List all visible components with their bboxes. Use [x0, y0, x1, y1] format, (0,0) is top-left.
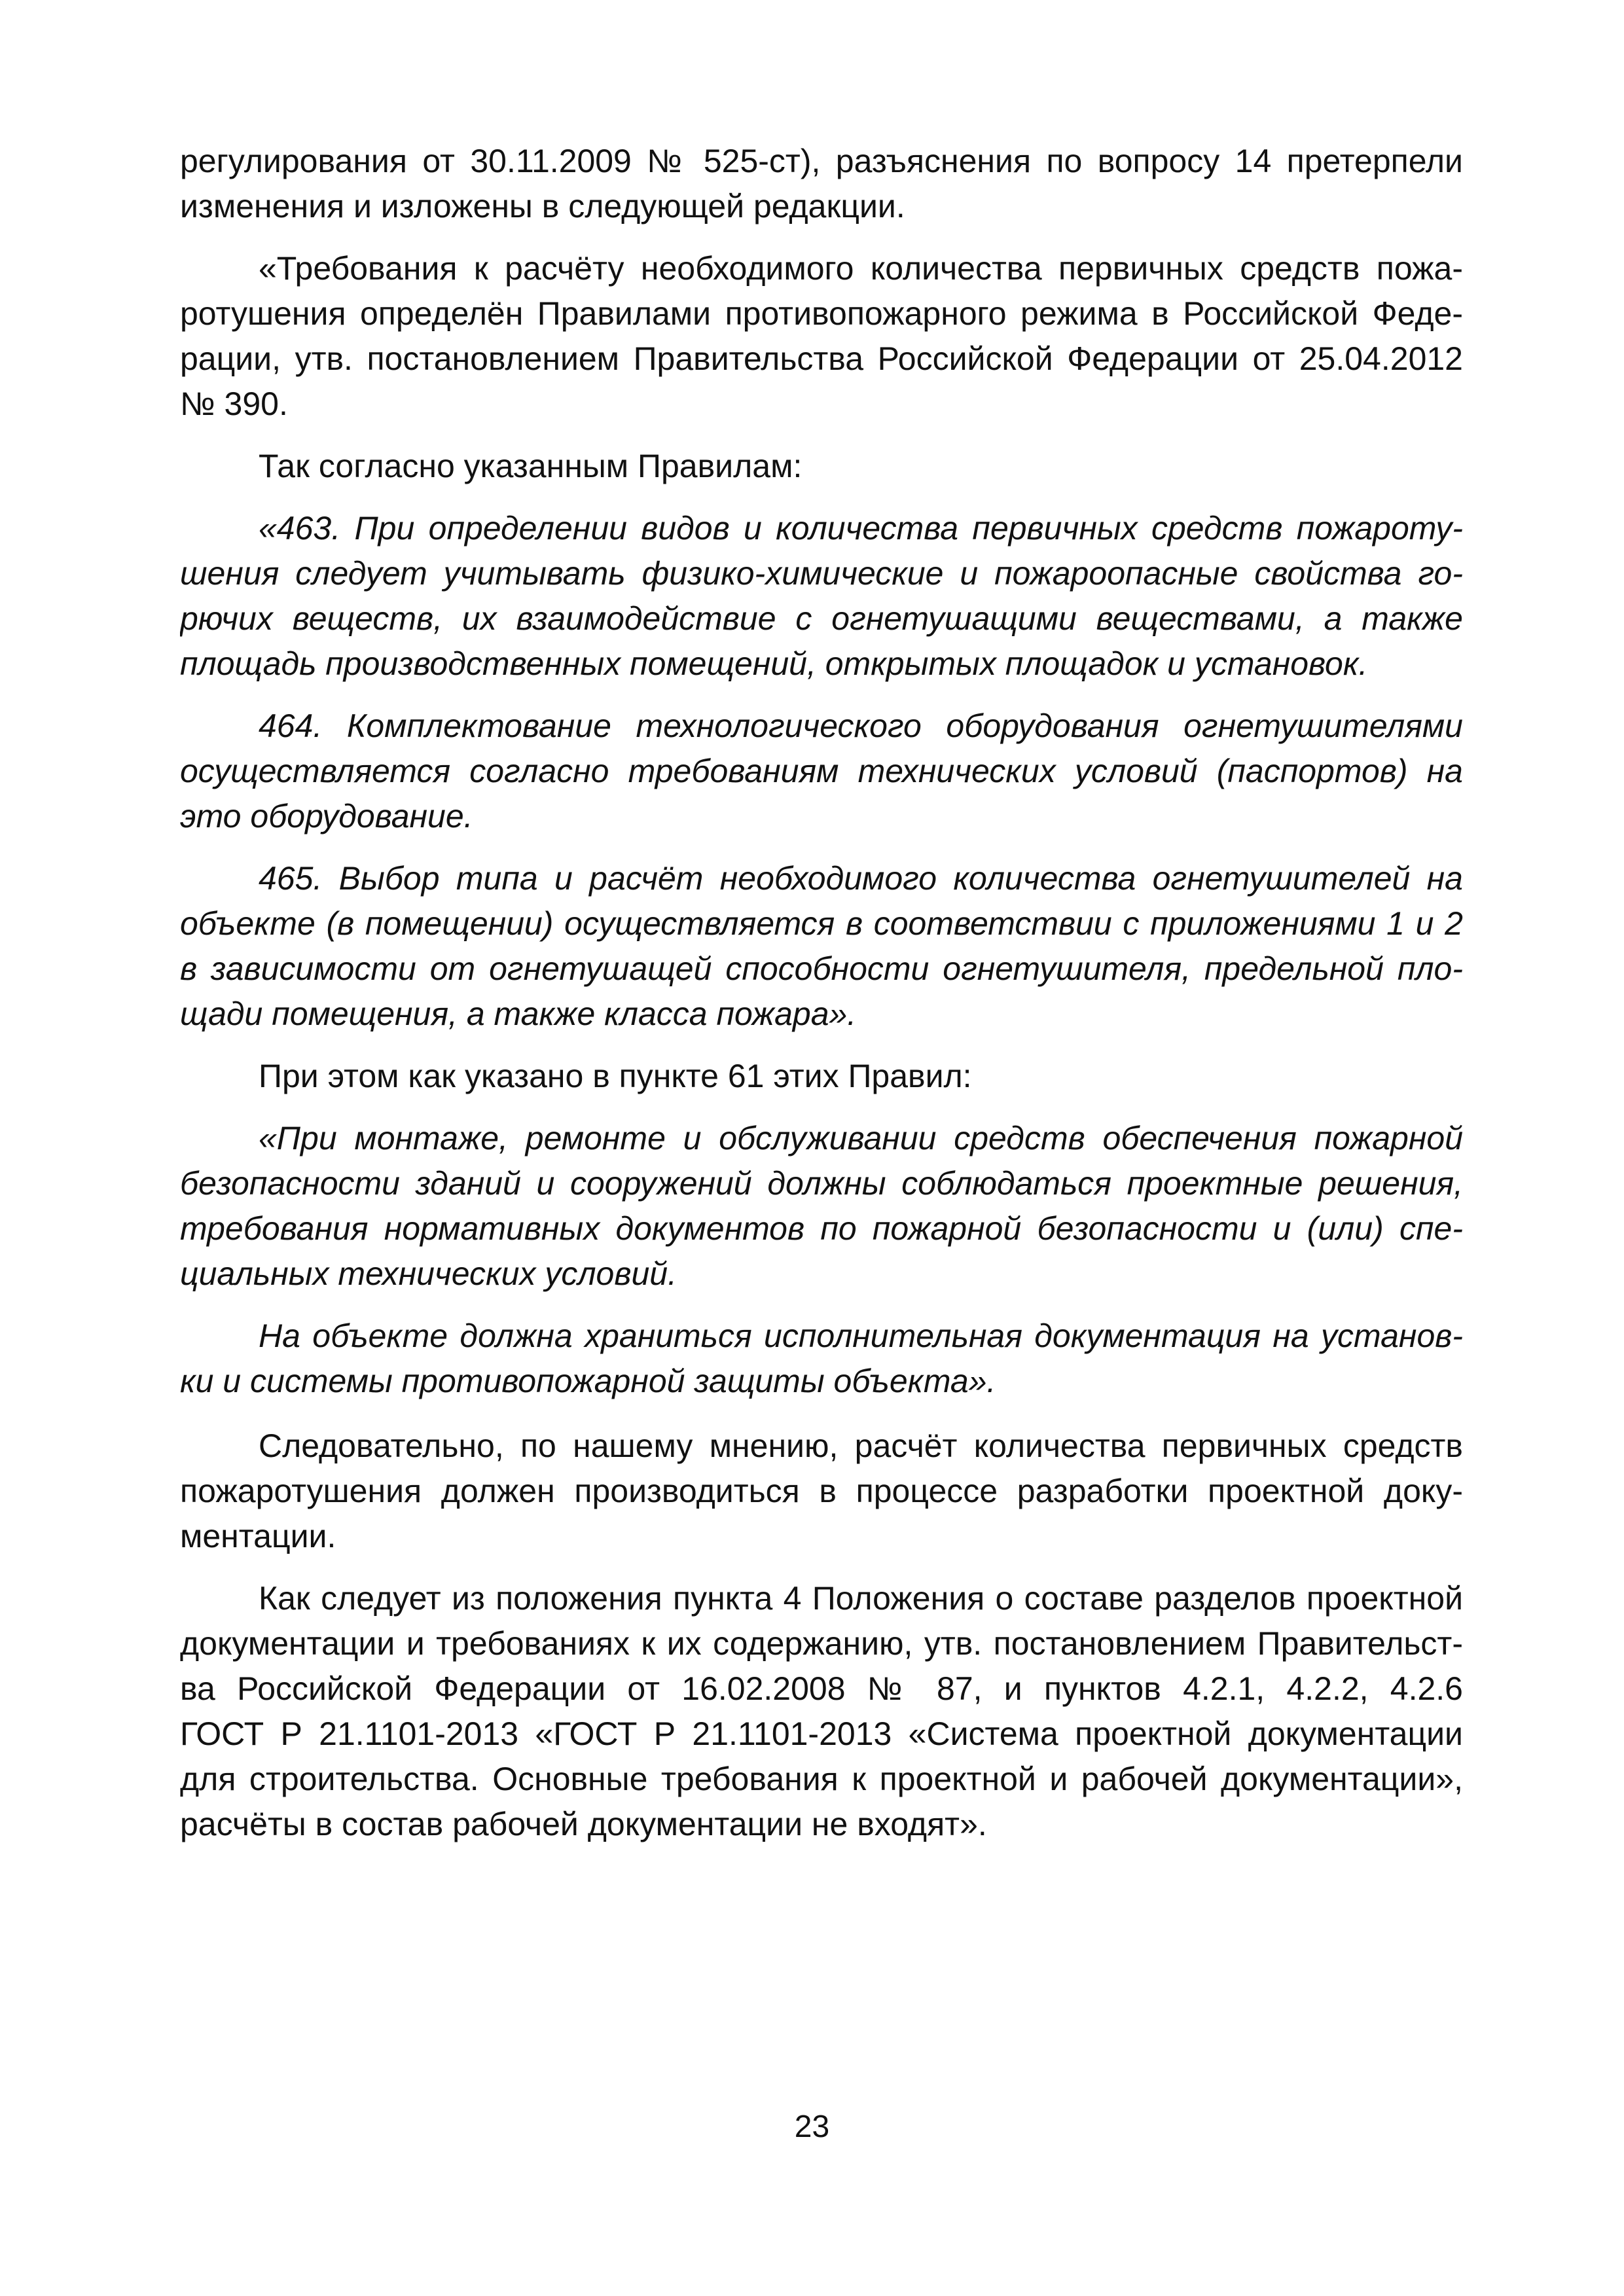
text-line: «Требования к расчёту необходимого количества первичных средств пожа-: [259, 250, 1463, 287]
text-line: ки и системы противопожарной защиты объекта».: [180, 1363, 996, 1399]
text-line: ротушения определён Правилами противопожарного режима в Российской Феде-: [180, 295, 1463, 332]
text-line: площадь производственных помещений, открытых площадок и установок.: [180, 645, 1368, 682]
text-line: На объекте должна храниться исполнительная документация на установ-: [259, 1318, 1463, 1354]
text-line: Следовательно, по нашему мнению, расчёт количества первичных средств: [259, 1427, 1463, 1464]
quote-paragraph-463: [180, 506, 1463, 687]
text-line: щади помещения, а также класса пожара».: [180, 996, 857, 1032]
text-line: пожаротушения должен производиться в процессе разработки проектной доку-: [180, 1473, 1463, 1509]
text-line: это оборудование.: [180, 798, 473, 834]
text-line: При этом как указано в пункте 61 этих Правил:: [259, 1058, 972, 1094]
quote-paragraph-465: [180, 856, 1463, 1037]
text-line: ментации.: [180, 1518, 336, 1554]
text-line: 465. Выбор типа и расчёт необходимого количества огнетушителей на: [259, 860, 1463, 897]
text-line: в зависимости от огнетушащей способности огнетушителя, предельной пло-: [180, 950, 1463, 987]
text-line: 464. Комплектование технологического оборудования огнетушителями: [259, 708, 1463, 744]
text-line: регулирования от 30.11.2009 № 525-ст), разъяснения по вопросу 14 претерпели: [180, 143, 1463, 179]
text-line: требования нормативных документов по пожарной безопасности и (или) спе-: [180, 1210, 1463, 1247]
page-number: 23: [794, 2109, 830, 2144]
paragraph-1: [180, 139, 1463, 229]
text-line: осуществляется согласно требованиям технических условий (паспортов) на: [180, 753, 1463, 789]
text-line: документации и требованиях к их содержанию, утв. постановлением Правительст-: [180, 1625, 1463, 1662]
text-line: изменения и изложены в следующей редакции.: [180, 188, 905, 224]
paragraph-7: [180, 1054, 1463, 1099]
text-line: рючих веществ, их взаимодействие с огнетушащими веществами, а также: [180, 600, 1463, 637]
text-line: Так согласно указанным Правилам:: [259, 448, 803, 484]
text-line: циальных технических условий.: [180, 1255, 677, 1292]
text-line: объекте (в помещении) осуществляется в соответствии с приложениями 1 и 2: [180, 905, 1463, 942]
text-line: расчёты в состав рабочей документации не входят».: [180, 1806, 987, 1842]
text-line: ва Российской Федерации от 16.02.2008 № 87, и пунктов 4.2.1, 4.2.2, 4.2.6: [180, 1670, 1463, 1707]
text-line: рации, утв. постановлением Правительства Российской Федерации от 25.04.2012: [180, 340, 1463, 377]
text-line: шения следует учитывать физико-химические и пожароопасные свойства го-: [180, 555, 1463, 592]
text-line: Как следует из положения пункта 4 Положения о составе разделов проектной: [259, 1580, 1463, 1617]
text-line: для строительства. Основные требования к проектной и рабочей документации»,: [180, 1761, 1463, 1797]
paragraph-conclusion: [180, 1424, 1463, 1559]
quote-paragraph-464: [180, 704, 1463, 839]
quote-paragraph-documentation: [180, 1314, 1463, 1404]
text-line: «При монтаже, ремонте и обслуживании средств обеспечения пожарной: [259, 1120, 1463, 1157]
text-line: безопасности зданий и сооружений должны соблюдаться проектные решения,: [180, 1165, 1463, 1202]
text-line: № 390.: [180, 386, 288, 422]
text-line: «463. При определении видов и количества первичных средств пожароту-: [259, 510, 1463, 547]
paragraph-gost: [180, 1576, 1463, 1847]
paragraph-2: [180, 246, 1463, 427]
paragraph-3: [180, 444, 1463, 489]
text-line: ГОСТ Р 21.1101-2013 «ГОСТ Р 21.1101-2013 «Система проектной документации: [180, 1715, 1463, 1752]
document-body: [180, 139, 1463, 1864]
quote-paragraph-61: [180, 1116, 1463, 1297]
